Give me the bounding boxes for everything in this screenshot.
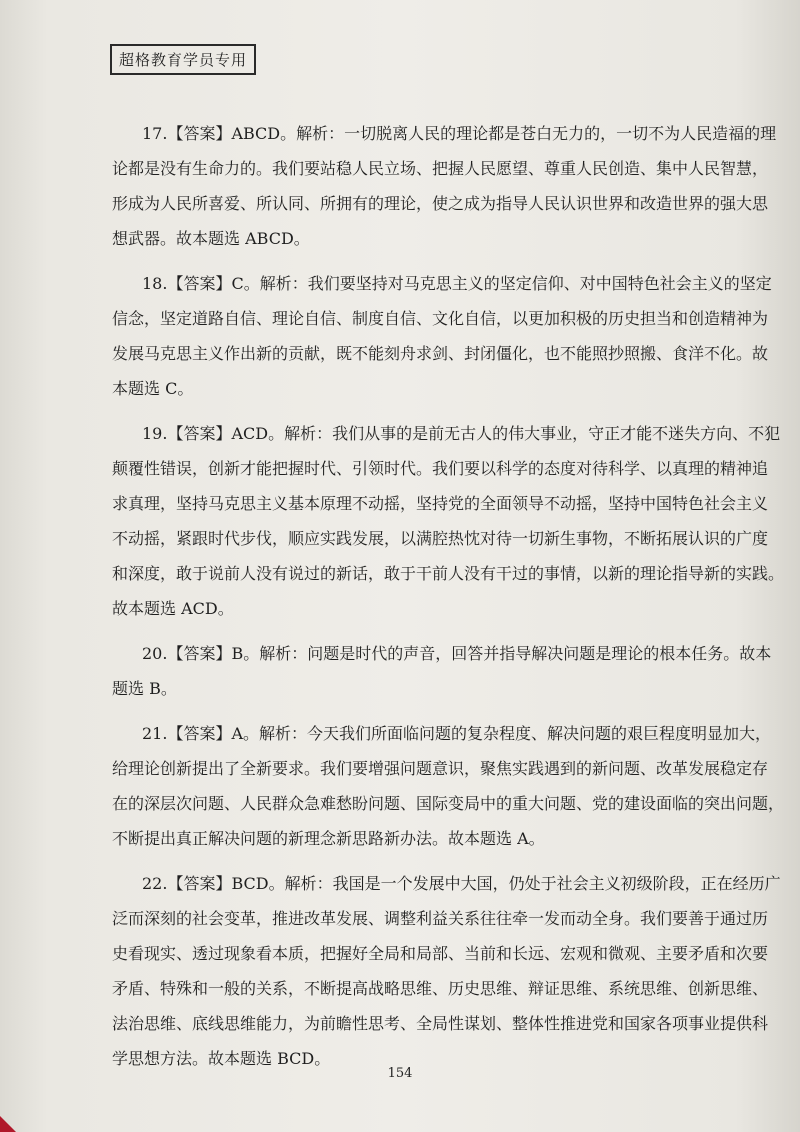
answer-line: 泛而深刻的社会变革，推进改革发展、调整利益关系往往牵一发而动全身。我们要善于通过历 [112, 909, 769, 928]
answer-line: 想武器。故本题选 ABCD。 [112, 229, 310, 248]
answer-line: 19.【答案】ACD。解析：我们从事的是前无古人的伟大事业，守正才能不迷失方向、不犯 [142, 424, 781, 443]
answer-list [112, 116, 785, 1086]
answer-line: 发展马克思主义作出新的贡献，既不能刻舟求剑、封闭僵化，也不能照抄照搬、食洋不化。故 [112, 344, 769, 363]
answer-line: 论都是没有生命力的。我们要站稳人民立场、把握人民愿望、尊重人民创造、集中人民智慧， [112, 159, 769, 178]
answer-line: 题选 B。 [112, 679, 177, 698]
answer-line: 在的深层次问题、人民群众急难愁盼问题、国际变局中的重大问题、党的建设面临的突出问题， [112, 794, 785, 813]
answer-line: 学思想方法。故本题选 BCD。 [112, 1049, 331, 1068]
answer-line: 求真理，坚持马克思主义基本原理不动摇，坚持党的全面领导不动摇，坚持中国特色社会主义 [112, 494, 769, 513]
answer-paragraph [112, 636, 772, 706]
answer-paragraph [112, 716, 785, 856]
answer-line: 故本题选 ACD。 [112, 599, 234, 618]
answer-paragraph [112, 266, 772, 406]
answer-line: 形成为人民所喜爱、所认同、所拥有的理论，使之成为指导人民认识世界和改造世界的强大思 [112, 194, 769, 213]
answer-line: 21.【答案】A。解析：今天我们所面临问题的复杂程度、解决问题的艰巨程度明显加大， [142, 724, 772, 743]
answer-line: 不断提出真正解决问题的新理念新思路新办法。故本题选 A。 [112, 829, 545, 848]
answer-line: 信念，坚定道路自信、理论自信、制度自信、文化自信，以更加积极的历史担当和创造精神为 [112, 309, 769, 328]
answer-line: 史看现实、透过现象看本质，把握好全局和局部、当前和长远、宏观和微观、主要矛盾和次要 [112, 944, 769, 963]
answer-line: 颠覆性错误，创新才能把握时代、引领时代。我们要以科学的态度对待科学、以真理的精神追 [112, 459, 769, 478]
answer-paragraph [112, 866, 781, 1076]
answer-line: 17.【答案】ABCD。解析：一切脱离人民的理论都是苍白无力的，一切不为人民造福的理 [142, 124, 777, 143]
corner-mark [0, 1116, 16, 1132]
answer-line: 法治思维、底线思维能力，为前瞻性思考、全局性谋划、整体性推进党和国家各项事业提供科 [112, 1014, 769, 1033]
answer-line: 20.【答案】B。解析：问题是时代的声音，回答并指导解决问题是理论的根本任务。故本 [142, 644, 772, 663]
answer-line: 18.【答案】C。解析：我们要坚持对马克思主义的坚定信仰、对中国特色社会主义的坚定 [142, 274, 772, 293]
answer-line: 给理论创新提出了全新要求。我们要增强问题意识，聚焦实践遇到的新问题、改革发展稳定存 [112, 759, 769, 778]
header-label: 超格教育学员专用 [110, 44, 256, 75]
answer-paragraph [112, 416, 785, 626]
answer-line: 和深度，敢于说前人没有说过的新话，敢于干前人没有干过的事情，以新的理论指导新的实践。 [112, 564, 785, 583]
page-number: 154 [387, 1066, 413, 1081]
answer-paragraph [112, 116, 777, 256]
answer-line: 不动摇，紧跟时代步伐，顺应实践发展，以满腔热忱对待一切新生事物，不断拓展认识的广度 [112, 529, 769, 548]
answer-line: 22.【答案】BCD。解析：我国是一个发展中大国，仍处于社会主义初级阶段，正在经历广 [142, 874, 781, 893]
answer-line: 矛盾、特殊和一般的关系，不断提高战略思维、历史思维、辩证思维、系统思维、创新思维、 [112, 979, 769, 998]
answer-line: 本题选 C。 [112, 379, 194, 398]
